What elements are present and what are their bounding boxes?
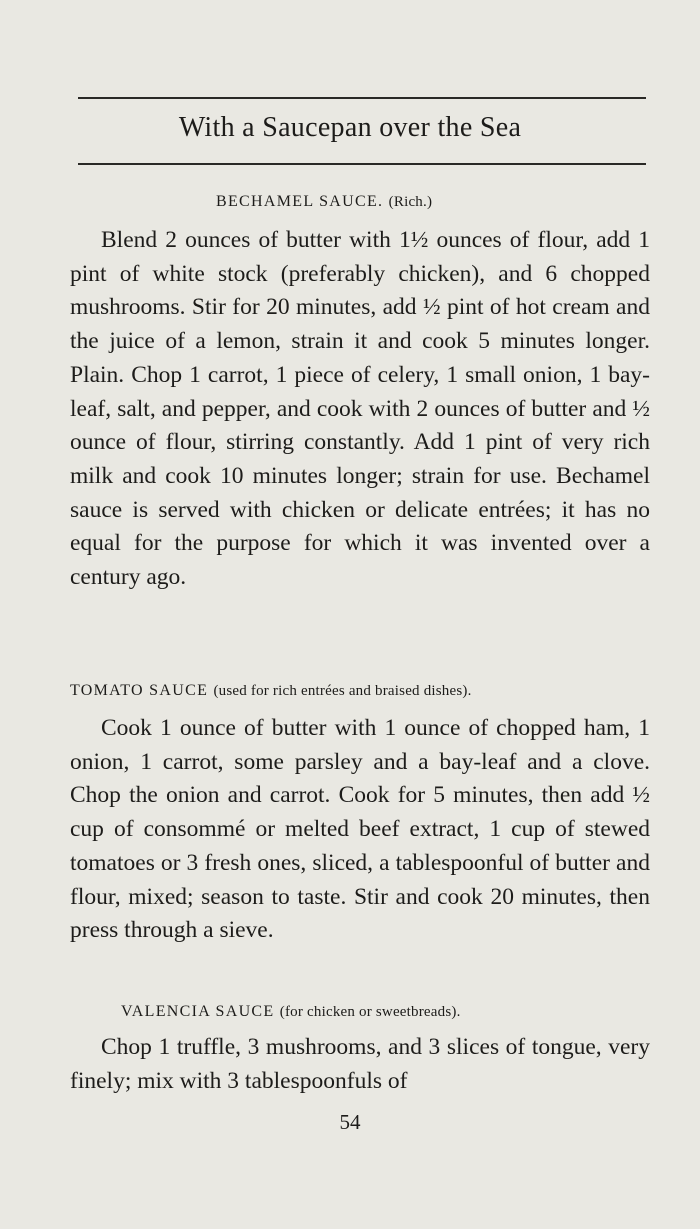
header-rule-bottom — [78, 163, 646, 165]
section-heading-bechamel — [216, 193, 432, 211]
section-note: (Rich.) — [388, 194, 433, 210]
section-body-tomato: Cook 1 ounce of butter with 1 ounce of chopped ham, 1 onion, 1 carrot, some parsley and a bay-leaf and a clove. Chop the onion and carrot. Cook for 5 minutes, then add ½ cup of consommé or melted beef extract, 1 cup of stewed tomatoes or 3 fresh ones, sliced, a tablespoonful of butter and flour, mixed; season to taste. Stir and cook 20 minutes, then press through a sieve. — [70, 715, 650, 944]
page-number: 54 — [339, 1110, 361, 1134]
section-title: TOMATO SAUCE — [70, 682, 209, 699]
section-note: (used for rich entrées and braised dishes). — [213, 683, 472, 699]
section-body-bechamel: Blend 2 ounces of butter with 1½ ounces of flour, add 1 pint of white stock (preferably chicken), and 6 chopped mushrooms. Stir for 20 minutes, add ½ pint of hot cream and the juice of a lemon, strain it and cook 5 minutes longer. Plain. Chop 1 carrot, 1 piece of celery, 1 small onion, 1 bay-leaf, salt, and pepper, and cook with 2 ounces of butter and ½ ounce of flour, stirring constantly. Add 1 pint of very rich milk and cook 10 minutes longer; strain for use. Bechamel sauce is served with chicken or delicate entrées; it has no equal for the purpose for which it was invented over a century ago. — [70, 227, 650, 591]
section-title: BECHAMEL SAUCE. — [216, 193, 384, 210]
section-note: (for chicken or sweetbreads). — [279, 1004, 461, 1020]
section-heading-valencia — [121, 1003, 461, 1021]
section-title: VALENCIA SAUCE — [121, 1003, 275, 1020]
section-heading-tomato — [70, 682, 472, 700]
section-body-valencia: Chop 1 truffle, 3 mushrooms, and 3 slices of tongue, very finely; mix with 3 tablespoonfuls of — [70, 1034, 650, 1094]
running-head: With a Saucepan over the Sea — [178, 112, 522, 143]
header-rule-top — [78, 97, 646, 99]
